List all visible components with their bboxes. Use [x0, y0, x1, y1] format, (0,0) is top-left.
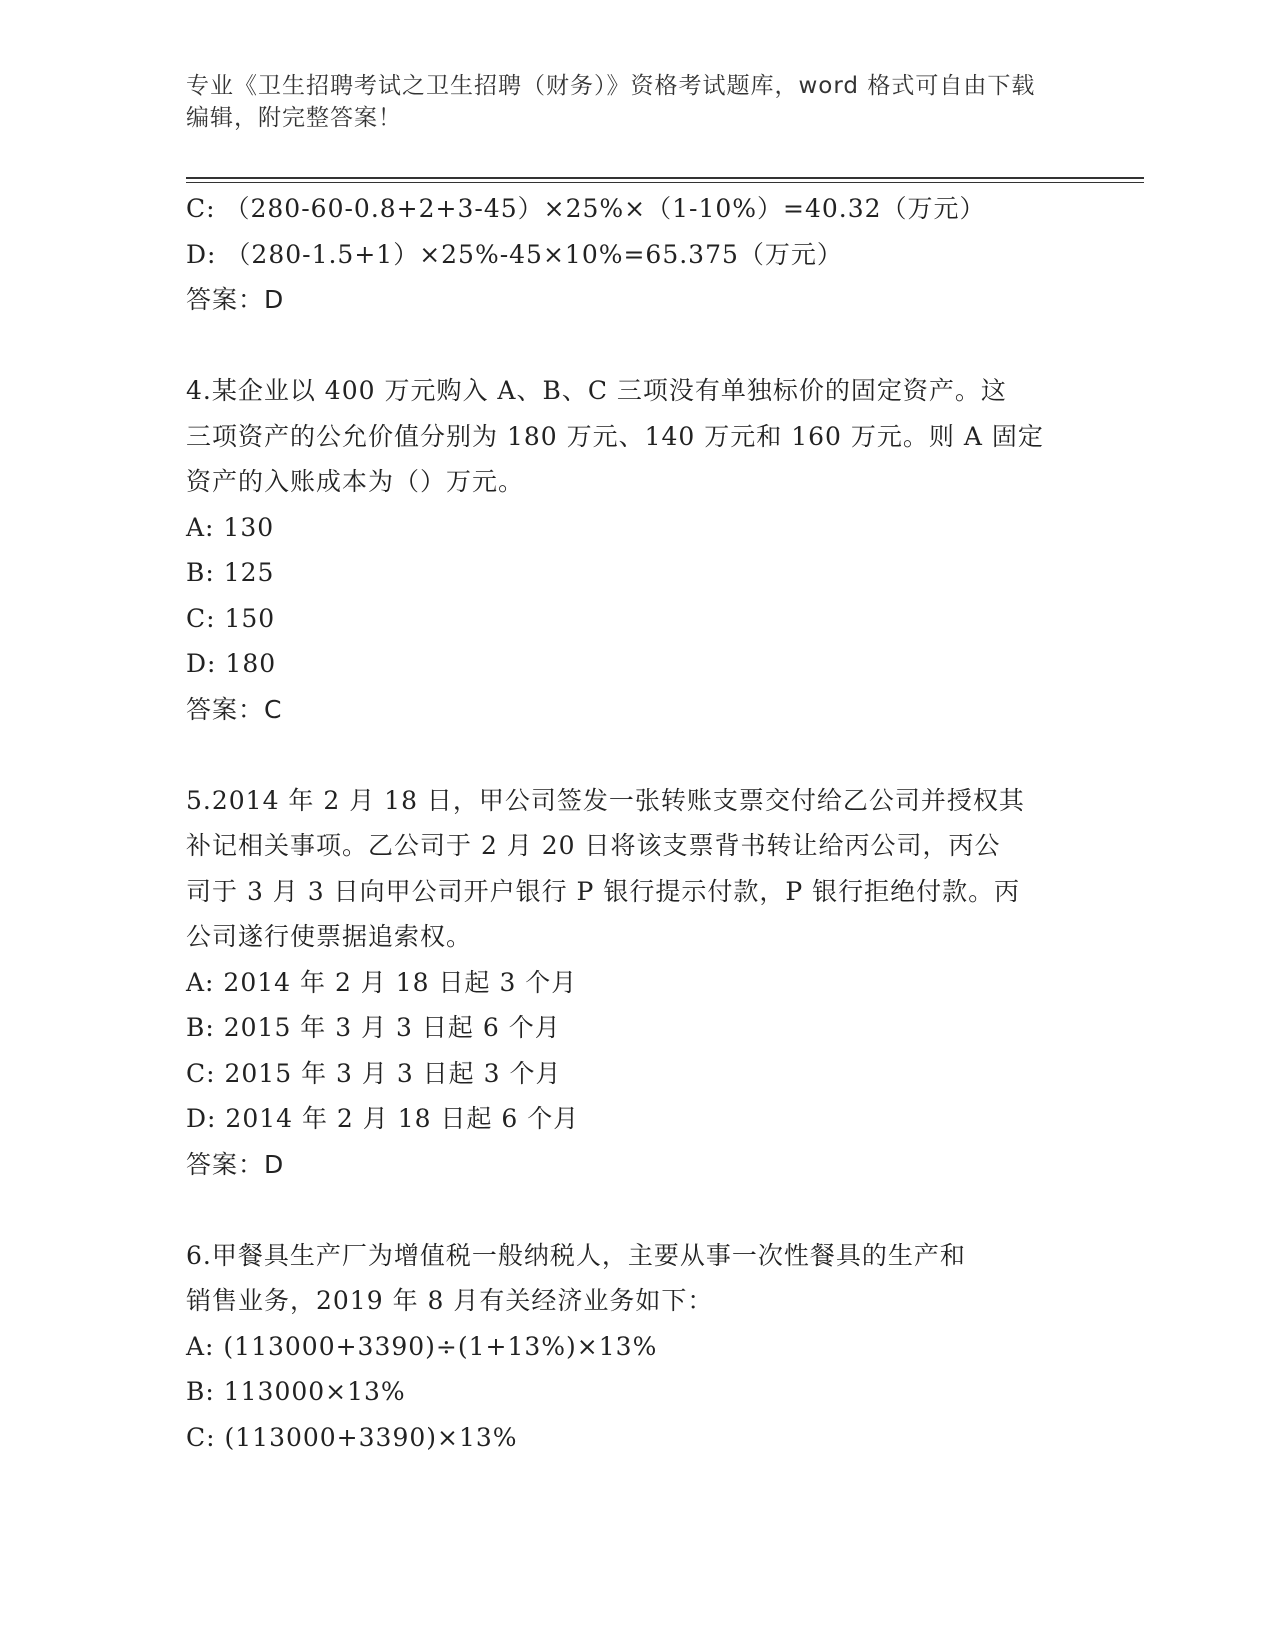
spacer	[186, 732, 1086, 778]
spacer	[186, 1187, 1086, 1233]
header-divider-thin	[186, 182, 1144, 183]
question-stem-line: 4.某企业以 400 万元购入 A、B、C 三项没有单独标价的固定资产。这	[186, 376, 1007, 405]
question-stem-line: 司于 3 月 3 日向甲公司开户银行 P 银行提示付款，P 银行拒绝付款。丙	[186, 876, 1021, 906]
question-stem-line: 5.2014 年 2 月 18 日，甲公司签发一张转账支票交付给乙公司并授权其	[186, 785, 1025, 815]
option-b: B: 113000×13%	[186, 1377, 406, 1406]
option-c: C: (113000+3390)×13%	[186, 1422, 518, 1452]
question-stem-line: 销售业务，2019 年 8 月有关经济业务如下：	[186, 1286, 714, 1315]
question-content	[186, 186, 1086, 1460]
question-stem-line: 三项资产的公允价值分别为 180 万元、140 万元和 160 万元。则 A 固定	[186, 421, 1044, 451]
option-d: D: 2014 年 2 月 18 日起 6 个月	[186, 1104, 580, 1133]
spacer	[186, 323, 1086, 369]
option-a: A: (113000+3390)÷(1+13%)×13%	[186, 1331, 658, 1361]
option-d: D: 180	[186, 649, 277, 678]
option-b: B: 125	[186, 558, 275, 587]
header-line-2: 编辑，附完整答案！	[186, 105, 402, 131]
question-3-tail	[186, 186, 1086, 323]
header-line-1: 专业《卫生招聘考试之卫生招聘（财务）》资格考试题库，word 格式可自由下载	[186, 73, 1036, 99]
option-c: C: （280-60-0.8+2+3-45）×25%×（1-10%）=40.32（万元）	[186, 194, 986, 223]
option-b: B: 2015 年 3 月 3 日起 6 个月	[186, 1013, 561, 1042]
option-d: D: （280-1.5+1）×25%-45×10%=65.375（万元）	[186, 239, 843, 269]
question-stem-line: 6.甲餐具生产厂为增值税一般纳税人，主要从事一次性餐具的生产和	[186, 1240, 966, 1270]
header-divider-thick	[186, 177, 1144, 179]
answer-line: 答案：C	[186, 694, 283, 724]
option-c: C: 150	[186, 603, 276, 633]
option-c: C: 2015 年 3 月 3 日起 3 个月	[186, 1058, 562, 1088]
question-5	[186, 778, 1086, 1188]
page-header	[186, 70, 1086, 134]
question-4	[186, 368, 1086, 732]
answer-line: 答案：D	[186, 1149, 285, 1179]
answer-line: 答案：D	[186, 285, 285, 314]
option-a: A: 130	[186, 512, 275, 542]
option-a: A: 2014 年 2 月 18 日起 3 个月	[186, 967, 578, 997]
question-stem-line: 资产的入账成本为（）万元。	[186, 467, 525, 496]
question-stem-line: 补记相关事项。乙公司于 2 月 20 日将该支票背书转让给丙公司，丙公	[186, 831, 1001, 860]
question-6	[186, 1233, 1086, 1461]
question-stem-line: 公司遂行使票据追索权。	[186, 922, 473, 951]
